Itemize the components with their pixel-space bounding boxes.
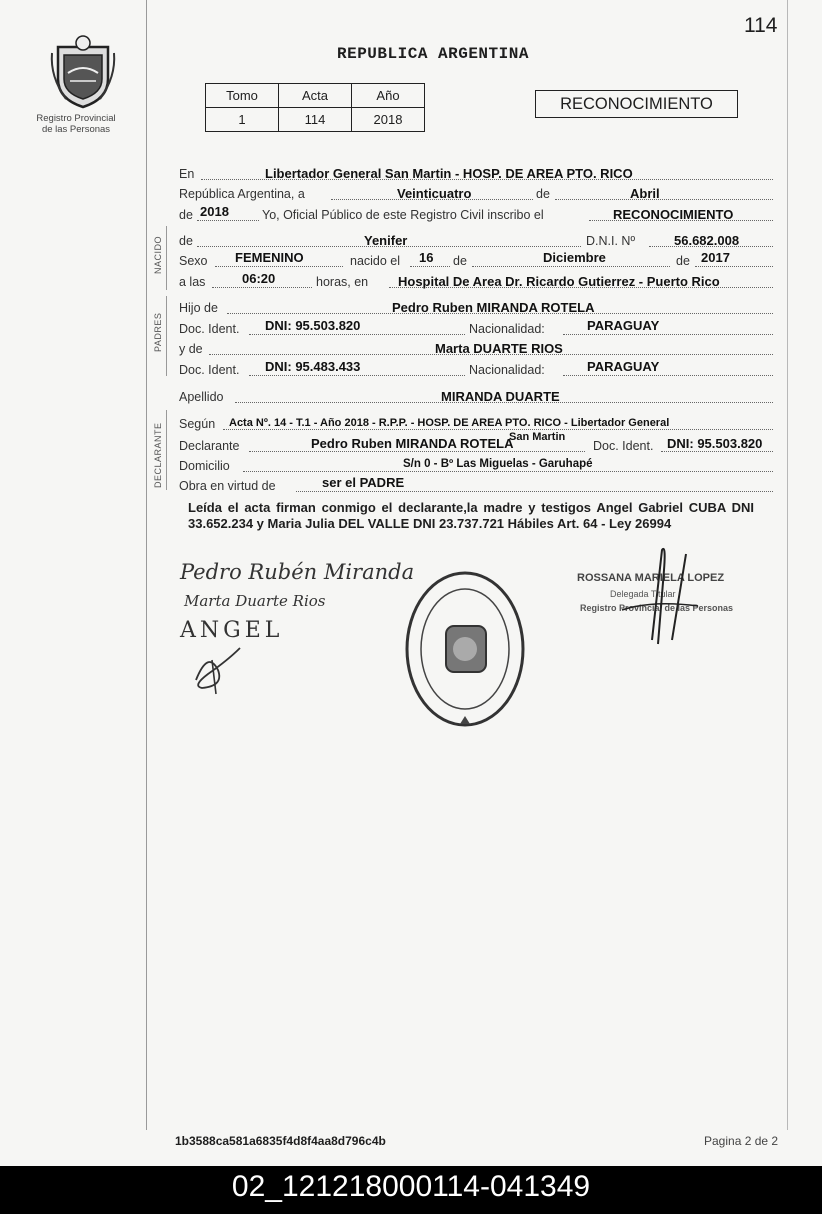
field-day: Veinticuatro <box>397 186 472 201</box>
official-name: ROSSANA MARIELA LOPEZ <box>577 572 725 584</box>
record-header-anio: Año <box>352 84 425 108</box>
field-mother-doc: DNI: 95.483.433 <box>265 359 361 374</box>
field-segun: Acta Nº. 14 - T.1 - Año 2018 - R.P.P. - HOSP. DE AREA PTO. RICO - Libertador General <box>229 417 670 429</box>
page-number: 114 <box>744 14 778 37</box>
official-signature-icon <box>612 540 702 650</box>
field-sex: FEMENINO <box>235 250 304 265</box>
field-child-dni: 56.682.008 <box>674 233 740 248</box>
row-domicilio <box>179 454 773 474</box>
label-doc3: Doc. Ident. <box>593 439 654 453</box>
label-republica: República Argentina, a <box>179 187 305 201</box>
province-shield-icon <box>48 33 118 109</box>
row-place <box>179 162 773 182</box>
field-domicilio: S/n 0 - Bº Las Miguelas - Garuhapé <box>403 458 593 470</box>
record-header-tomo: Tomo <box>206 84 279 108</box>
label-year-prefix: de <box>179 208 193 222</box>
row-date <box>179 182 773 202</box>
label-apellido: Apellido <box>179 390 224 404</box>
field-father-nat: PARAGUAY <box>587 318 660 333</box>
label-en: En <box>179 167 195 181</box>
row-segun <box>179 412 773 432</box>
label-nacionalidad: Nacionalidad: <box>469 322 545 336</box>
record-value-anio: 2018 <box>352 108 425 132</box>
registry-caption-line2: de las Personas <box>41 124 111 135</box>
row-mother-name <box>179 337 773 357</box>
field-birth-month: Diciembre <box>543 250 606 265</box>
label-nacido: nacido el <box>350 254 401 268</box>
row-obra <box>179 474 773 494</box>
field-child-name: Yenifer <box>364 233 408 248</box>
row-father-name <box>179 296 773 316</box>
closing-paragraph: Leída el acta firman conmigo el declarante,la madre y testigos Angel Gabriel CUBA DNI 33.652.234 y Maria Julia DEL VALLE DNI 23.737.721 Hábiles Art. 64 - Ley 26994 <box>188 500 754 531</box>
side-label-padres: PADRES <box>153 312 163 352</box>
label-segun: Según <box>179 417 216 431</box>
record-header-acta: Acta <box>279 84 352 108</box>
field-birth-year: 2017 <box>701 250 730 265</box>
record-value-tomo: 1 <box>206 108 279 132</box>
signature-scribble-icon <box>188 640 248 696</box>
field-month: Abril <box>630 186 660 201</box>
signature-mother: Marta Duarte Rios <box>184 592 326 610</box>
field-birth-day: 16 <box>419 250 434 265</box>
official-office: Registro Provincial de las Personas <box>580 603 734 613</box>
label-nacionalidad2: Nacionalidad: <box>469 363 545 377</box>
row-sex-birth <box>179 249 773 269</box>
label-yde: y de <box>179 342 203 356</box>
right-margin-rule <box>787 0 788 1130</box>
label-de-name: de <box>179 234 193 248</box>
registry-caption-line1: Registro Provincial <box>36 113 116 124</box>
side-label-declarante: DECLARANTE <box>153 422 163 488</box>
label-inscribo: Yo, Oficial Público de este Registro Civil inscribo el <box>262 208 544 222</box>
document-id: 02_121218000114-041349 <box>231 1170 591 1203</box>
label-dni: D.N.I. Nº <box>586 234 636 248</box>
field-place: Libertador General San Martin - HOSP. DE AREA PTO. RICO <box>265 166 633 181</box>
record-type-box: RECONOCIMIENTO <box>535 90 738 118</box>
signature-witness: ANGEL <box>180 618 284 643</box>
row-inscribo <box>179 203 773 223</box>
row-declarante <box>179 431 773 454</box>
label-sexo: Sexo <box>179 254 208 268</box>
row-mother-doc <box>179 358 773 378</box>
field-birth-time: 06:20 <box>242 271 276 286</box>
side-label-nacido: NACIDO <box>153 235 163 274</box>
field-obra: ser el PADRE <box>322 475 405 490</box>
footer-hash: 1b3588ca581a6835f4d8f4aa8d796c4b <box>175 1134 386 1148</box>
label-de3: de <box>676 254 690 268</box>
record-table <box>205 83 425 132</box>
official-stamp-icon <box>402 568 528 730</box>
field-year: 2018 <box>200 204 229 219</box>
label-hijo: Hijo de <box>179 301 218 315</box>
label-de: de <box>536 187 550 201</box>
field-birth-place: Hospital De Area Dr. Ricardo Gutierrez - Puerto Rico <box>398 274 720 289</box>
row-birth-time <box>179 270 773 290</box>
field-mother-nat: PARAGUAY <box>587 359 660 374</box>
row-surname <box>179 385 773 405</box>
label-horas: horas, en <box>316 275 369 289</box>
label-domicilio: Domicilio <box>179 459 230 473</box>
label-declarante: Declarante <box>179 439 240 453</box>
document-title: REPUBLICA ARGENTINA <box>337 45 529 63</box>
margin-rule <box>146 0 147 1130</box>
field-surname: MIRANDA DUARTE <box>441 389 560 404</box>
label-alas: a las <box>179 275 206 289</box>
footer-page-indicator: Pagina 2 de 2 <box>704 1134 779 1148</box>
signature-father: Pedro Rubén Miranda <box>180 560 415 584</box>
field-declarante-doc: DNI: 95.503.820 <box>667 436 763 451</box>
label-obra: Obra en virtud de <box>179 479 276 493</box>
registry-caption <box>20 113 132 135</box>
label-doc2: Doc. Ident. <box>179 363 240 377</box>
field-inscribo: RECONOCIMIENTO <box>613 207 734 222</box>
field-declarante-name: Pedro Ruben MIRANDA ROTELA <box>311 436 514 451</box>
record-value-acta: 114 <box>279 108 352 132</box>
field-mother-name: Marta DUARTE RIOS <box>435 341 563 356</box>
field-father-name: Pedro Ruben MIRANDA ROTELA <box>392 300 595 315</box>
official-role: Delegada Titular <box>610 589 676 599</box>
row-father-doc <box>179 317 773 337</box>
field-father-doc: DNI: 95.503.820 <box>265 318 361 333</box>
row-child-name <box>179 229 773 249</box>
field-san-martin: San Martin <box>509 431 566 443</box>
label-de2: de <box>453 254 467 268</box>
label-doc: Doc. Ident. <box>179 322 240 336</box>
